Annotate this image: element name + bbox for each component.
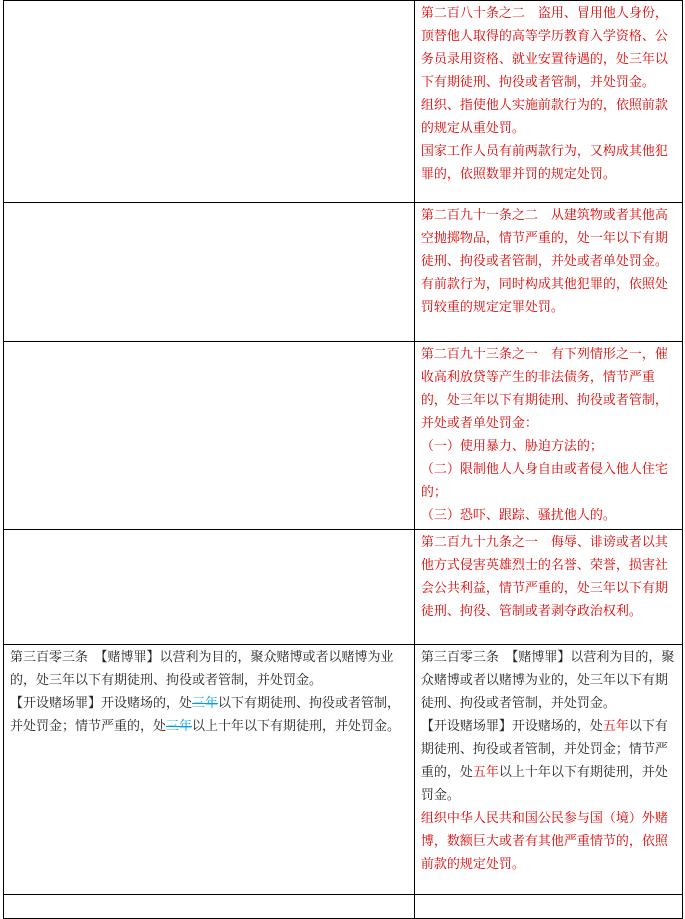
new-text-cell: [414, 1, 682, 203]
text-run: 以上十年以下有期徒刑，并处罚金。: [192, 719, 401, 734]
deleted-text: 三年: [192, 696, 219, 711]
article-paragraph: 组织、指使他人实施前款行为的，依照前款的规定从重处罚。: [420, 98, 668, 136]
article-paragraph: （三）恐吓、跟踪、骚扰他人的。: [420, 508, 616, 523]
table-row: [4, 1, 683, 203]
law-comparison-table: [3, 0, 683, 919]
article-paragraph: 第二百九十三条之一 有下列情形之一，催收高利放贷等产生的非法债务，情节严重的，处三年以下有期徒刑、拘役或者管制，并处或者单处罚金：: [420, 347, 668, 431]
article-paragraph: 第三百零三条 【赌博罪】以营利为目的，聚众赌博或者以赌博为业的，处三年以下有期徒刑、拘役或者管制，并处罚金。: [420, 650, 675, 711]
article-paragraph: [10, 692, 411, 738]
new-text-cell: [414, 342, 682, 530]
article-paragraph: 第三百零三条 【赌博罪】以营利为目的，聚众赌博或者以赌博为业的，处三年以下有期徒刑、拘役或者管制，并处罚金。: [10, 650, 394, 688]
amended-text: 五年: [602, 719, 629, 734]
text-run: 【开设赌场罪】开设赌场的，处: [10, 696, 193, 711]
table-row: [4, 895, 683, 919]
text-run: 以下有期徒刑、拘役或者管制，并处罚金；情节严重的，处: [420, 719, 668, 780]
old-text-cell: [4, 203, 415, 342]
text-run: 以下有期徒刑、拘役或者管制，并处罚金；情节严重的，处: [10, 696, 401, 734]
text-run: 【开设赌场罪】开设赌场的，处: [420, 719, 603, 734]
article-paragraph: 第二百九十九条之一 侮辱、诽谤或者以其他方式侵害英雄烈士的名誉、荣誉，损害社会公共利益，情节严重的，处三年以下有期徒刑、拘役、管制或者剥夺政治权利。: [420, 535, 668, 619]
table-body: [4, 1, 683, 919]
article-paragraph: 第二百八十条之二 盗用、冒用他人身份，顶替他人取得的高等学历教育入学资格、公务员录用资格、就业安置待遇的，处三年以下有期徒刑、拘役或者管制，并处罚金。: [420, 6, 668, 90]
table-row: [4, 342, 683, 530]
table-row: [4, 645, 683, 895]
old-text-cell: [4, 645, 415, 895]
old-text-cell: [4, 342, 415, 530]
article-paragraph: （二）限制他人人身自由或者侵入他人住宅的；: [420, 462, 668, 500]
article-paragraph: 组织中华人民共和国公民参与国（境）外赌博，数额巨大或者有其他严重情节的，依照前款的规定处罚。: [420, 811, 668, 872]
article-paragraph: 有前款行为，同时构成其他犯罪的，依照处罚较重的规定定罪处罚。: [420, 277, 668, 315]
old-text-cell: [4, 530, 415, 645]
old-text-cell: [4, 895, 415, 919]
table-row: [4, 203, 683, 342]
article-paragraph: （一）使用暴力、胁迫方法的；: [420, 439, 603, 454]
amended-text: 五年: [472, 765, 499, 780]
article-paragraph: 第二百九十一条之二 从建筑物或者其他高空抛掷物品，情节严重的，处一年以下有期徒刑、拘役或者管制，并处或者单处罚金。: [420, 208, 668, 269]
new-text-cell: [414, 203, 682, 342]
new-text-cell: [414, 895, 682, 919]
article-paragraph: 国家工作人员有前两款行为，又构成其他犯罪的，依照数罪并罚的规定处罚。: [420, 144, 668, 182]
deleted-text: 三年: [166, 719, 193, 734]
article-paragraph: [421, 715, 679, 807]
new-text-cell: [414, 530, 682, 645]
old-text-cell: [4, 1, 415, 203]
table-row: [4, 530, 683, 645]
text-run: 以上十年以下有期徒刑，并处罚金。: [420, 765, 668, 803]
new-text-cell: [414, 645, 682, 895]
